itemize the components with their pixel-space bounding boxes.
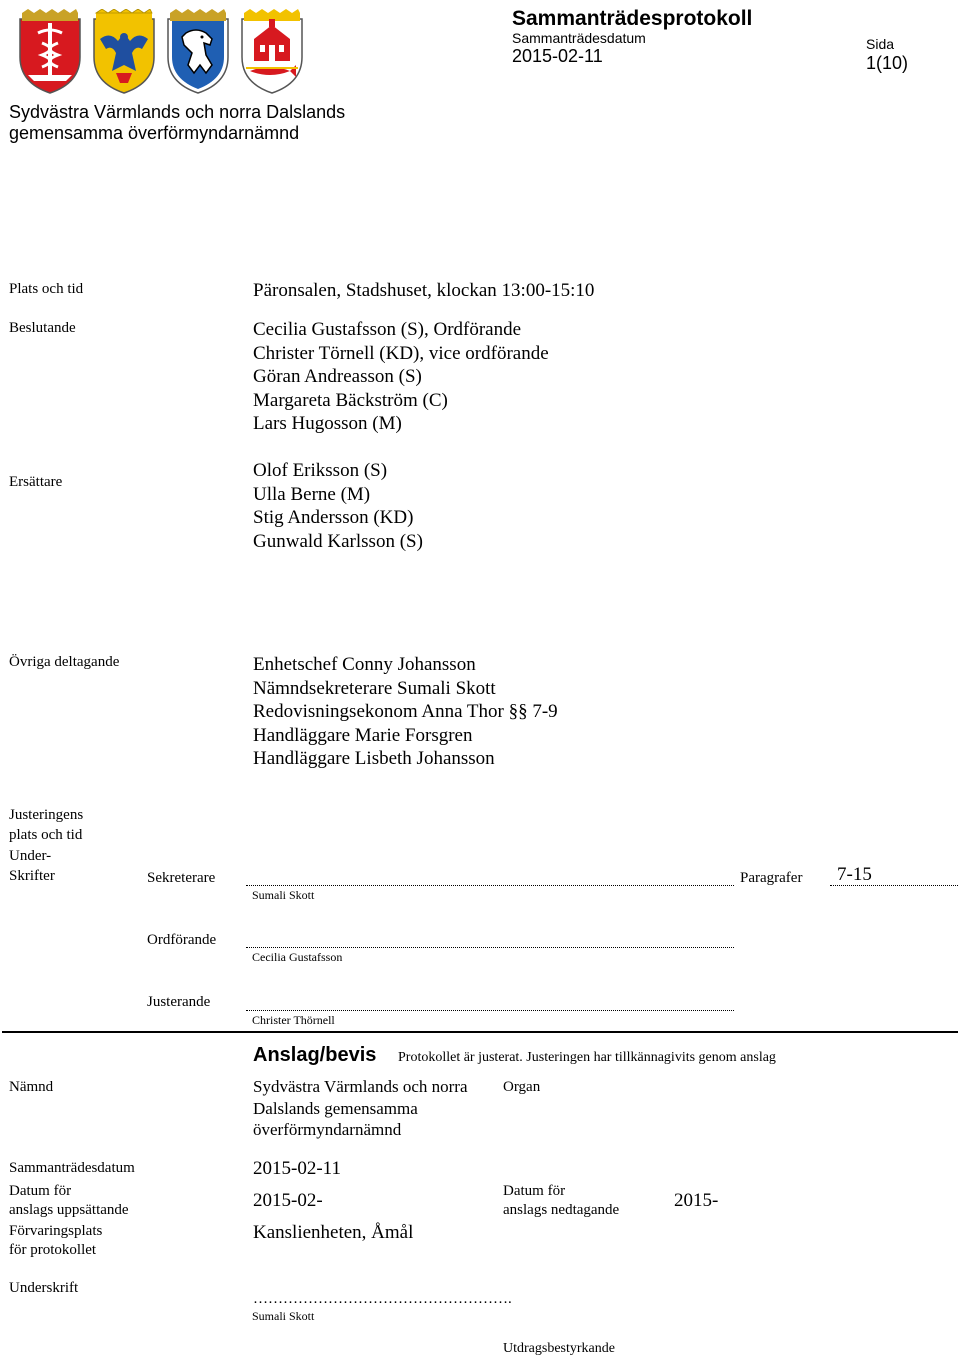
substitute-member: Stig Andersson (KD): [253, 507, 414, 528]
place-value: Päronsalen, Stadshuset, klockan 13:00-15:10: [253, 280, 595, 301]
crest-red-caduceus-icon: [18, 9, 82, 95]
page-number: 1(10): [866, 53, 909, 73]
secretary-name: Sumali Skott: [252, 888, 315, 902]
extract-certification-label: Utdragsbestyrkande: [503, 1341, 615, 1356]
other-participant: Handläggare Marie Forsgren: [253, 724, 473, 746]
adjuster-label: Justerande: [147, 994, 211, 1010]
crest-blue-bear-icon: [166, 9, 230, 95]
adjuster-signature-line: [246, 1010, 734, 1011]
crest-gold-eagle-icon: [92, 9, 156, 95]
section-divider: [2, 1031, 958, 1033]
signatures-label-line-1: Under-: [9, 848, 52, 864]
organization-name-line-2: gemensamma överförmyndarnämnd: [9, 123, 300, 143]
notice-date-label: Sammanträdesdatum: [9, 1160, 135, 1176]
meeting-date-label: Sammanträdesdatum: [512, 30, 646, 46]
committee-value-line: Sydvästra Värmlands och norra: [253, 1077, 468, 1096]
decision-member: Göran Andreasson (S): [253, 366, 422, 387]
notice-title: Anslag/bevis: [253, 1044, 377, 1066]
committee-label: Nämnd: [9, 1079, 54, 1095]
chair-signature-line: [246, 947, 734, 948]
decision-member: Lars Hugosson (M): [253, 413, 402, 434]
signature-dotted-line: …………………………………………….: [253, 1291, 512, 1307]
posting-date-value: 2015-02-: [253, 1190, 323, 1211]
decision-member: Cecilia Gustafsson (S), Ordförande: [253, 319, 522, 340]
committee-value-line: Dalslands gemensamma: [253, 1098, 418, 1118]
adjustment-label-line-1: Justeringens: [9, 807, 84, 823]
removal-date-label-line-2: anslags nedtagande: [503, 1202, 620, 1218]
other-participants-list: [253, 653, 558, 771]
notice-text: Protokollet är justerat. Justeringen har tillkännagivits genom anslag: [398, 1050, 776, 1065]
document-title: Sammanträdesprotokoll: [512, 7, 753, 30]
place-label: Plats och tid: [9, 281, 84, 297]
page-label: Sida: [866, 36, 895, 52]
posting-date-label-line-2: anslags uppsättande: [9, 1202, 129, 1218]
signature-name: Sumali Skott: [252, 1309, 315, 1323]
substitutes-list: [253, 459, 423, 553]
chair-name: Cecilia Gustafsson: [252, 950, 343, 964]
substitutes-label: Ersättare: [9, 474, 63, 490]
decision-member: Margareta Bäckström (C): [253, 389, 448, 411]
substitute-member: Olof Eriksson (S): [253, 460, 388, 481]
secretary-signature-line: [246, 885, 734, 886]
adjuster-name: Christer Thörnell: [252, 1013, 335, 1027]
paragraphs-line: [830, 885, 958, 886]
posting-date-label-line-1: Datum för: [9, 1183, 72, 1199]
meeting-date: 2015-02-11: [512, 46, 603, 66]
other-participant: Nämndsekreterare Sumali Skott: [253, 677, 496, 699]
storage-label-line-1: Förvaringsplats: [9, 1223, 103, 1239]
adjustment-label-line-2: plats och tid: [9, 827, 83, 843]
signatures-label-line-2: Skrifter: [9, 868, 55, 884]
chair-label: Ordförande: [147, 932, 217, 948]
other-participant: Enhetschef Conny Johansson: [253, 654, 476, 675]
crest-red-building-fish-icon: [240, 9, 304, 95]
committee-value-line: överförmyndarnämnd: [253, 1120, 402, 1139]
other-participant: Redovisningsekonom Anna Thor §§ 7-9: [253, 701, 558, 722]
decision-makers-list: [253, 318, 549, 436]
substitute-member: Gunwald Karlsson (S): [253, 530, 423, 552]
paragraphs-value: 7-15: [837, 864, 872, 885]
committee-value: [253, 1076, 468, 1141]
other-participants-label: Övriga deltagande: [9, 654, 120, 670]
signature-label: Underskrift: [9, 1280, 79, 1296]
organ-label: Organ: [503, 1079, 541, 1095]
other-participant: Handläggare Lisbeth Johansson: [253, 748, 495, 769]
paragraphs-label: Paragrafer: [740, 870, 803, 886]
organization-name-line-1: Sydvästra Värmlands och norra Dalslands: [9, 102, 346, 122]
notice-date-value: 2015-02-11: [253, 1158, 341, 1179]
decision-member: Christer Törnell (KD), vice ordförande: [253, 342, 549, 364]
storage-label-line-2: för protokollet: [9, 1242, 97, 1258]
storage-value: Kanslienheten, Åmål: [253, 1222, 414, 1243]
secretary-label: Sekreterare: [147, 870, 216, 886]
removal-date-value: 2015-: [674, 1190, 719, 1211]
decision-makers-label: Beslutande: [9, 320, 76, 336]
substitute-member: Ulla Berne (M): [253, 483, 371, 505]
removal-date-label-line-1: Datum för: [503, 1183, 566, 1199]
